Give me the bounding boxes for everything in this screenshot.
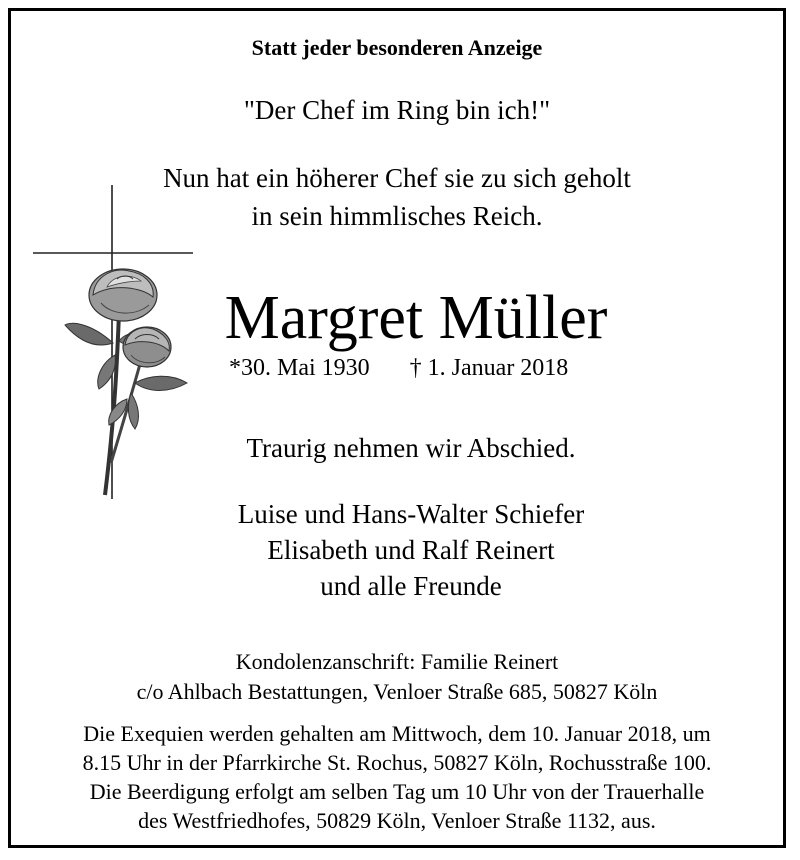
funeral-info-line-3: Die Beerdigung erfolgt am selben Tag um 10 Uhr von der Trauerhalle: [89, 779, 705, 804]
obituary-notice: [8, 8, 786, 848]
intro-line-2: in sein himmlisches Reich.: [251, 201, 543, 231]
deceased-name: Margret Müller: [224, 284, 608, 352]
life-dates: [229, 355, 568, 382]
mourner-line-3: und alle Freunde: [320, 571, 502, 601]
funeral-info: [11, 719, 783, 835]
mourner-line-2: Elisabeth und Ralf Reinert: [267, 535, 555, 565]
condolence-line-1: Kondolenzanschrift: Familie Reinert: [235, 649, 559, 674]
mourner-line-1: Luise und Hans-Walter Schiefer: [237, 499, 585, 529]
notice-header: Statt jeder besonderen Anzeige: [251, 35, 543, 60]
death-date: † 1. Januar 2018: [409, 355, 569, 381]
funeral-info-line-4: des Westfriedhofes, 50829 Köln, Venloer Straße 1132, aus.: [138, 808, 656, 833]
birth-date: *30. Mai 1930: [229, 355, 370, 381]
funeral-info-line-1: Die Exequien werden gehalten am Mittwoch, dem 10. Januar 2018, um: [83, 721, 711, 746]
intro-line-1: Nun hat ein höherer Chef sie zu sich geholt: [163, 163, 631, 193]
farewell-line: Traurig nehmen wir Abschied.: [246, 433, 576, 463]
quote: "Der Chef im Ring bin ich!": [243, 95, 551, 125]
condolence-line-2: c/o Ahlbach Bestattungen, Venloer Straße 685, 50827 Köln: [136, 679, 658, 704]
funeral-info-line-2: 8.15 Uhr in der Pfarrkirche St. Rochus, 50827 Köln, Rochusstraße 100.: [82, 750, 712, 775]
